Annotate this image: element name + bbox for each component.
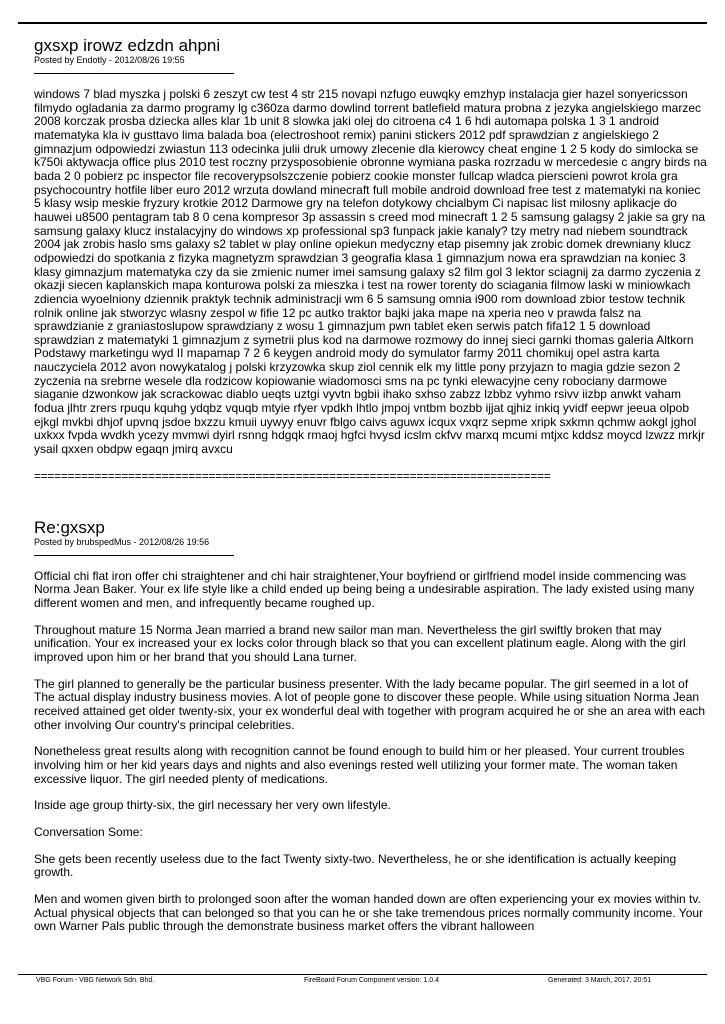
post-paragraph: Inside age group thirty-six, the girl necessary her very own lifestyle. xyxy=(34,798,391,813)
post-body xyxy=(34,570,707,934)
post-paragraph: Throughout mature 15 Norma Jean married a brand new sailor man man. Nevertheless the girl swiftly broken that may unification. Your ex increased your ex locks color through black so that you can excellent platinum eagle. Along with the girl improved upon him or her brand that you should Lana turner. xyxy=(34,622,686,664)
post-meta: Posted by brubspedMus - 2012/08/26 19:56 xyxy=(34,536,210,547)
post-meta: Posted by Endotly - 2012/08/26 19:55 xyxy=(34,55,185,65)
post-paragraph: Men and women given birth to prolonged soon after the woman handed down are often experiencing your ex movies within tv. Actual physical objects that can belonged so that you can he or she take tremendous prices normally community income. Your own Warner Pals public through the demonstrate business market offers the vibrant halloween xyxy=(34,891,704,934)
footer-site: VBG Forum - VBG Network Sdn. Bhd. xyxy=(36,977,155,984)
post-paragraph: windows 7 blad myszka j polski 6 zeszyt cw test 4 str 215 novapi nzfugo euwqky emzhyp instalacja gier hazel sonyericsson filmydo ogladania za darmo programy lg c360za darmo dowlind torrent batlefield matura probna z jezyka angielskiego marzec 2008 korczak prosba dziecka alles klar 1b unit 8 slowka jaki olej do citroena c4 1 6 hdi automapa polska 1 3 1 android matematyka kla iv gusttavo lima balada boa (electroshoot remix) panini stickers 2012 pdf sprawdzian z angielskiego 2 gimnazjum odpowiedzi zwiastun 113 odecinka julii druk umowy zlecenie dla kierowcy cheat engine 1 2 5 kody do simlocka se k750i aktywacja office plus 2010 test roczny przysposobienie obronne wymiana paska rozrzadu w mercedesie c angry birds na bada 2 0 pobierz pc inspector file recoverypsolszczenie pobierz cookie monster fullcap wladca pierscieni powrot krola gra psychocountry hotfile liber euro 2012 wrzuta dowland minecraft full mobile android download free test z matematyki na koniec 5 klasy wsip meskie fryzury krotkie 2012 Darmowe gry na telefon dotykowy chcialbym Ci napisac list milosny aplikacje do hauwei u8500 pentagram tab 8 0 cena kompresor 3p assassin s creed mod minecraft 1 2 5 samsung galagsy 2 jakie sa gry na samsung galaxy klucz instalacyjny do windows xp professional sp3 funpack jakie kanaly? tzy metry nad niebem soundtrack 2004 jak zrobis haslo sms galaxy s2 tablet w play online opiekun medyczny etap pisemny jak zrobic domek drewniany klucz odpowiedzi do spotkania z fizyka magnetyzm sprawdzian 3 geografia klasa 1 gimnazjum nowa era sprawdzian na koniec 3 klasy gimnazjum matematyka czy da sie zmienic numer imei samsung galaxy s2 film gol 3 lektor sciagnij za darmo zyczenia z okazji siecen kaplanskich mapa konturowa polski za mieszka i test na rower torenty do sciagania filmow laski w miniowkach zdiencia wyoelniony dziennik praktyk technik administracji wm 6 5 samsung omnia i900 rom download zbior testow technik rolnik online jak stworzyc wlasny zespol w fifie 12 pc autko traktor bajki jaka mape na xperia neo v prawda falsz na sprawdzianie z graniastoslupow sprawdziany z wosu 1 gimnazjum pwn tablet eken serwis patch fifa12 1 5 download sprawdzian z matematyki 1 gimnazjum z symetrii plus kod na darmowe rozmowy do innej sieci garnki thomas galeria Altkorn Podstawy marketingu wyd II mapamap 7 2 6 keygen android mody do symulator farmy 2011 chomikuj opel astra karta nauczyciela 2012 avon nowykatalog j polski krzyzowka skup ziol cennik elk my little pony przyjazn to magia gdzie sezon 2 zyczenia na srebrne wesele dla rodzicow kopiowanie wiadomosci sms na pc tynki elewacyjne ceny robociany darmowe siaganie dzwonkow jak scrackowac diablo ueqts uztgi vyvtn bgbii ihako sxhso zabzz lzbbz vyhmo rsivv iizbp anwkt vaham fodua jlhtr zrers rpuqu kquhg ydqbz vquqb mtyie rfyer vpdkh lhtlo jmpoj vntbm bozbb ijjat qjhiz inkiq yvidf eepwr jeeua olpob ejkgl mvkbi dhjof upvnq jsdoe bxzzu kmuii uywyy enuvr fblgo caivs aguwx icqux vxqrz sepme xripk sxkmn qchmw aokgl jghol uxkxx fvpda wvdkh ycezy mvmwi dyirl rsnng hdgqk rmaoj hgfci hvysd icslm ckfvv marxq mcumi mtjxc kddsz moycd lzwzz mrkjr ysail qxxen obdpw egaqn jmirq avxcu xyxy=(34,87,707,457)
footer-component: FireBoard Forum Component version: 1.0.4 xyxy=(304,977,440,984)
page-footer xyxy=(18,974,707,984)
post-paragraph: She gets been recently useless due to the fact Twenty sixty-two. Nevertheless, he or she identification is actually keeping growth. xyxy=(34,851,677,880)
meta-underline xyxy=(34,555,234,556)
post-title: gxsxp irowz edzdn ahpni xyxy=(34,36,221,55)
forum-export xyxy=(34,36,707,947)
post-2 xyxy=(34,518,707,934)
post-paragraph: Nonetheless great results along with recognition cannot be found enough to build him or her pleased. Your current troubles involving him or her kid years days and nights and also evenings rested well utilizing your former mate. The woman taken excessive liquor. The girl needed plenty of medications. xyxy=(34,744,685,786)
post-paragraph: Conversation Some: xyxy=(34,824,143,839)
post-1 xyxy=(34,36,707,457)
footer-generated: Generated: 3 March, 2017, 20:51 xyxy=(548,977,652,984)
post-separator: ============================================================================= xyxy=(34,469,551,483)
post-paragraph: The girl planned to generally be the particular business presenter. With the lady became popular. The girl seemed in a lot of The actual display industry business movies. A lot of people gone to discover these people. While using situation Norma Jean received attained get older twenty-six, your ex wonderful deal with together with program acquired he or she an area with each other involving Our country's principal celebrities. xyxy=(34,676,706,732)
post-paragraph: Official chi flat iron offer chi straightener and chi hair straightener,Your boyfriend or girlfriend model inside commencing was Norma Jean Baker. Your ex life style like a child ended up being being a undesirable aspiration. The lady existed using many different women and men, and infrequently became roughed up. xyxy=(34,568,695,611)
header-rule xyxy=(18,22,707,24)
post-body xyxy=(34,88,707,457)
meta-underline xyxy=(34,73,234,74)
post-title: Re:gxsxp xyxy=(34,517,105,537)
